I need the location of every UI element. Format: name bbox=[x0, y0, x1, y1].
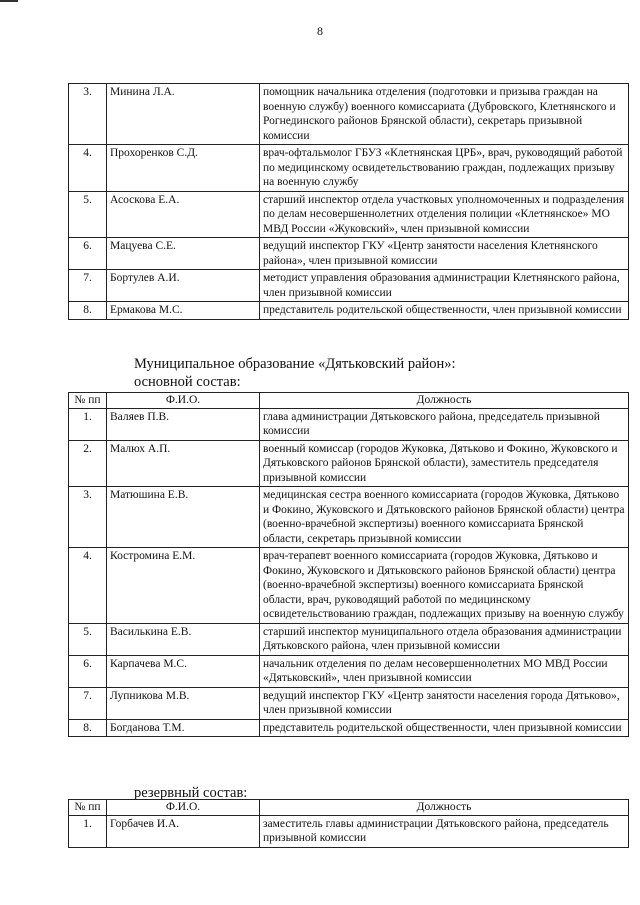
member-name: Валяев П.В. bbox=[107, 408, 260, 440]
table-row bbox=[69, 487, 629, 548]
scan-corner-mark bbox=[0, 0, 18, 2]
reserve-composition-table bbox=[68, 799, 629, 848]
member-name: Лупникова М.В. bbox=[107, 687, 260, 719]
table-row bbox=[69, 145, 629, 192]
member-name: Прохоренков С.Д. bbox=[107, 145, 260, 192]
member-position: врач-офтальмолог ГБУЗ «Клетнянская ЦРБ», врач, руководящий работой по медицинскому освидетельствованию граждан, подлежащих призыву на военную службу bbox=[260, 145, 629, 192]
row-number: 1. bbox=[69, 408, 107, 440]
table-row bbox=[69, 719, 629, 737]
member-name: Горбачев И.А. bbox=[107, 815, 260, 847]
row-number: 6. bbox=[69, 655, 107, 687]
table-row bbox=[69, 408, 629, 440]
row-number: 8. bbox=[69, 302, 107, 320]
member-name: Карпачева М.С. bbox=[107, 655, 260, 687]
table-row bbox=[69, 84, 629, 145]
header-name: Ф.И.О. bbox=[107, 800, 260, 816]
member-position: медицинская сестра военного комиссариата (городов Жуковка, Дятьково и Фокино, Жуковского и Дятьковского районов Брянской области) центра (военно-врачебной экспертизы) военного комиссариата Брянской области, секретарь призывной комиссии bbox=[260, 487, 629, 548]
table-header-row bbox=[69, 393, 629, 409]
member-position: представитель родительской общественности, член призывной комиссии bbox=[260, 302, 629, 320]
table-row bbox=[69, 270, 629, 302]
table-row bbox=[69, 191, 629, 238]
row-number: 2. bbox=[69, 440, 107, 487]
table-row bbox=[69, 815, 629, 847]
row-number: 6. bbox=[69, 238, 107, 270]
municipality-heading: Муниципальное образование «Дятьковский район»: bbox=[134, 356, 456, 372]
table-row bbox=[69, 687, 629, 719]
table-row bbox=[69, 440, 629, 487]
row-number: 3. bbox=[69, 84, 107, 145]
member-name: Костромина Е.М. bbox=[107, 548, 260, 624]
header-position: Должность bbox=[260, 800, 629, 816]
member-name: Богданова Т.М. bbox=[107, 719, 260, 737]
table-row bbox=[69, 302, 629, 320]
header-number: № пп bbox=[69, 800, 107, 816]
row-number: 4. bbox=[69, 145, 107, 192]
table-row bbox=[69, 623, 629, 655]
member-position: методист управления образования администрации Клетнянского района, член призывной комиссии bbox=[260, 270, 629, 302]
member-position: заместитель главы администрации Дятьковского района, председатель призывной комиссии bbox=[260, 815, 629, 847]
member-name: Ермакова М.С. bbox=[107, 302, 260, 320]
member-position: военный комиссар (городов Жуковка, Дятьково и Фокино, Жуковского и Дятьковского районов Брянской области), заместитель председателя призывной комиссии bbox=[260, 440, 629, 487]
member-position: глава администрации Дятьковского района, председатель призывной комиссии bbox=[260, 408, 629, 440]
row-number: 1. bbox=[69, 815, 107, 847]
member-name: Матюшина Е.В. bbox=[107, 487, 260, 548]
member-name: Мацуева С.Е. bbox=[107, 238, 260, 270]
member-position: помощник начальника отделения (подготовки и призыва граждан на военную службу) военного комиссариата (Дубровского, Клетнянского и Рогнединского районов Брянской области), секретарь призывной комиссии bbox=[260, 84, 629, 145]
member-position: начальник отделения по делам несовершеннолетних МО МВД России «Дятьковский», член призывной комиссии bbox=[260, 655, 629, 687]
row-number: 7. bbox=[69, 687, 107, 719]
table-row bbox=[69, 548, 629, 624]
commission-table-continued bbox=[68, 83, 629, 320]
table-row bbox=[69, 655, 629, 687]
header-position: Должность bbox=[260, 393, 629, 409]
member-position: старший инспектор муниципального отдела образования администрации Дятьковского района, член призывной комиссии bbox=[260, 623, 629, 655]
main-composition-heading: основной состав: bbox=[134, 374, 241, 390]
member-position: старший инспектор отдела участковых уполномоченных и подразделения по делам несовершеннолетних отделения полиции «Клетнянское» МО МВД России «Жуковский», член призывной комиссии bbox=[260, 191, 629, 238]
header-name: Ф.И.О. bbox=[107, 393, 260, 409]
row-number: 4. bbox=[69, 548, 107, 624]
row-number: 7. bbox=[69, 270, 107, 302]
row-number: 8. bbox=[69, 719, 107, 737]
table-header-row bbox=[69, 800, 629, 816]
header-number: № пп bbox=[69, 393, 107, 409]
member-position: представитель родительской общественности, член призывной комиссии bbox=[260, 719, 629, 737]
member-position: ведущий инспектор ГКУ «Центр занятости населения города Дятьково», член призывной комиссии bbox=[260, 687, 629, 719]
member-position: ведущий инспектор ГКУ «Центр занятости населения Клетнянского района», член призывной комиссии bbox=[260, 238, 629, 270]
member-name: Бортулев А.И. bbox=[107, 270, 260, 302]
member-name: Василькина Е.В. bbox=[107, 623, 260, 655]
member-position: врач-терапевт военного комиссариата (городов Жуковка, Дятьково и Фокино, Жуковского и Дятьковского районов Брянской области) центра (военно-врачебной экспертизы) военного комиссариата Брянской области, врач, руководящий работой по медицинскому освидетельствованию граждан, подлежащих призыву на военную службу bbox=[260, 548, 629, 624]
row-number: 3. bbox=[69, 487, 107, 548]
page-number: 8 bbox=[317, 24, 323, 38]
member-name: Малюх А.П. bbox=[107, 440, 260, 487]
row-number: 5. bbox=[69, 623, 107, 655]
table-row bbox=[69, 238, 629, 270]
member-name: Асоскова Е.А. bbox=[107, 191, 260, 238]
reserve-composition-heading: резервный состав: bbox=[134, 785, 248, 801]
row-number: 5. bbox=[69, 191, 107, 238]
member-name: Минина Л.А. bbox=[107, 84, 260, 145]
main-composition-table bbox=[68, 392, 629, 737]
